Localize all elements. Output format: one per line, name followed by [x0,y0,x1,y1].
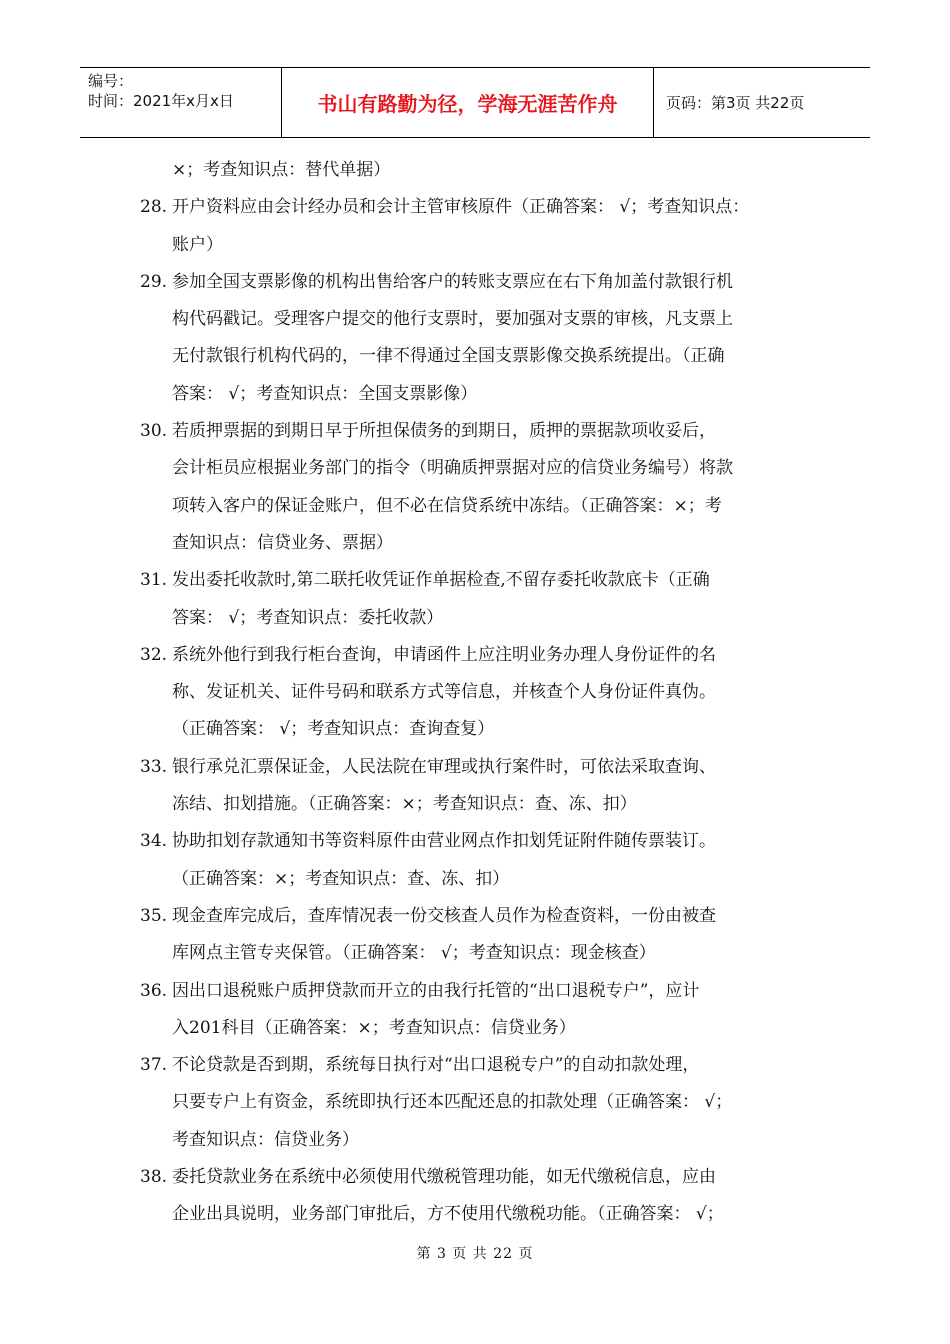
question-item [140,1047,820,1159]
question-item [140,264,820,413]
question-item [140,823,820,898]
question-text-line: 协助扣划存款通知书等资料原件由营业网点作扣划凭证附件随传票装订。 [172,831,716,852]
question-text-line: 答案： √；考查知识点：全国支票影像） [172,383,478,404]
question-text-line: 冻结、扣划措施。（正确答案：×；考查知识点：查、冻、扣） [172,794,637,815]
question-number: 30. [140,421,168,442]
document-body [140,152,820,1234]
question-number: 36. [140,980,168,1001]
question-text-line: 因出口退税账户质押贷款而开立的由我行托管的“出口退税专户”，应计 [172,980,700,1001]
question-text-line: 若质押票据的到期日早于所担保债务的到期日，质押的票据款项收妥后， [172,421,716,442]
question-text-line: 企业出具说明，业务部门审批后，方不使用代缴税功能。（正确答案： √； [172,1204,724,1225]
question-text-line: 项转入客户的保证金账户，但不必在信贷系统中冻结。（正确答案：×；考 [172,495,722,516]
question-text-line: 银行承兑汇票保证金，人民法院在审理或执行案件时，可依法采取查询、 [172,756,716,777]
question-item [140,973,820,1048]
question-text-line: 系统外他行到我行柜台查询，申请函件上应注明业务办理人身份证件的名 [172,644,716,665]
question-text-line: 发出委托收款时,第二联托收凭证作单据检查,不留存委托收款底卡（正确 [172,570,710,591]
question-number: 35. [140,905,168,926]
question-text-line: 考查知识点：信贷业务） [172,1129,359,1150]
question-text-line: 会计柜员应根据业务部门的指令（明确质押票据对应的信贷业务编号）将款 [172,458,733,479]
question-item [140,1159,820,1234]
question-text-line: 参加全国支票影像的机构出售给客户的转账支票应在右下角加盖付款银行机 [172,271,733,292]
question-text-line: 称、发证机关、证件号码和联系方式等信息，并核查个人身份证件真伪。 [172,682,716,703]
header-meta [80,68,282,137]
header-page-label: 页码：第3页 共22页 [666,94,805,112]
header-code-label: 编号： [88,72,134,90]
question-number: 38. [140,1167,168,1188]
question-number: 33. [140,756,168,777]
question-text-line: 无付款银行机构代码的，一律不得通过全国支票影像交换系统提出。（正确 [172,346,725,367]
question-number: 34. [140,831,168,852]
question-item [140,189,820,264]
question-text-line: 入201科目（正确答案：×；考查知识点：信贷业务） [172,1017,576,1038]
question-text-line: 账户） [172,234,223,255]
question-number: 31. [140,570,168,591]
question-text-line: 构代码戳记。受理客户提交的他行支票时，要加强对支票的审核，凡支票上 [172,309,733,330]
question-text-line: 库网点主管专夹保管。（正确答案： √；考查知识点：现金核查） [172,943,656,964]
question-list [140,189,820,1233]
header-motto: 书山有路勤为径，学海无涯苦作舟 [282,68,654,137]
question-text-line: 只要专户上有资金，系统即执行还本匹配还息的扣款处理（正确答案： √； [172,1092,733,1113]
question-item [140,637,820,749]
question-text-line: （正确答案：×；考查知识点：查、冻、扣） [172,868,510,889]
question-item [140,562,820,637]
question-text-line: 委托贷款业务在系统中必须使用代缴税管理功能，如无代缴税信息，应由 [172,1167,716,1188]
continuation-line: ×；考查知识点：替代单据） [172,160,391,180]
header-time-label: 时间：2021年x月x日 [88,92,234,110]
question-number: 28. [140,197,168,218]
question-item [140,413,820,562]
question-text-line: 不论贷款是否到期，系统每日执行对“出口退税专户”的自动扣款处理， [172,1055,700,1076]
question-item [140,898,820,973]
question-item [140,749,820,824]
question-text-line: 现金查库完成后，查库情况表一份交核查人员作为检查资料，一份由被查 [172,905,716,926]
question-text-line: 答案： √；考查知识点：委托收款） [172,607,444,628]
question-number: 37. [140,1055,168,1076]
question-text-line: 查知识点：信贷业务、票据） [172,532,393,553]
question-text-line: 开户资料应由会计经办员和会计主管审核原件（正确答案： √；考查知识点： [172,197,750,218]
question-text-line: （正确答案： √；考查知识点：查询查复） [172,719,495,740]
question-number: 29. [140,271,168,292]
page-footer: 第 3 页 共 22 页 [416,1246,534,1262]
question-number: 32. [140,644,168,665]
page-header [80,67,870,138]
